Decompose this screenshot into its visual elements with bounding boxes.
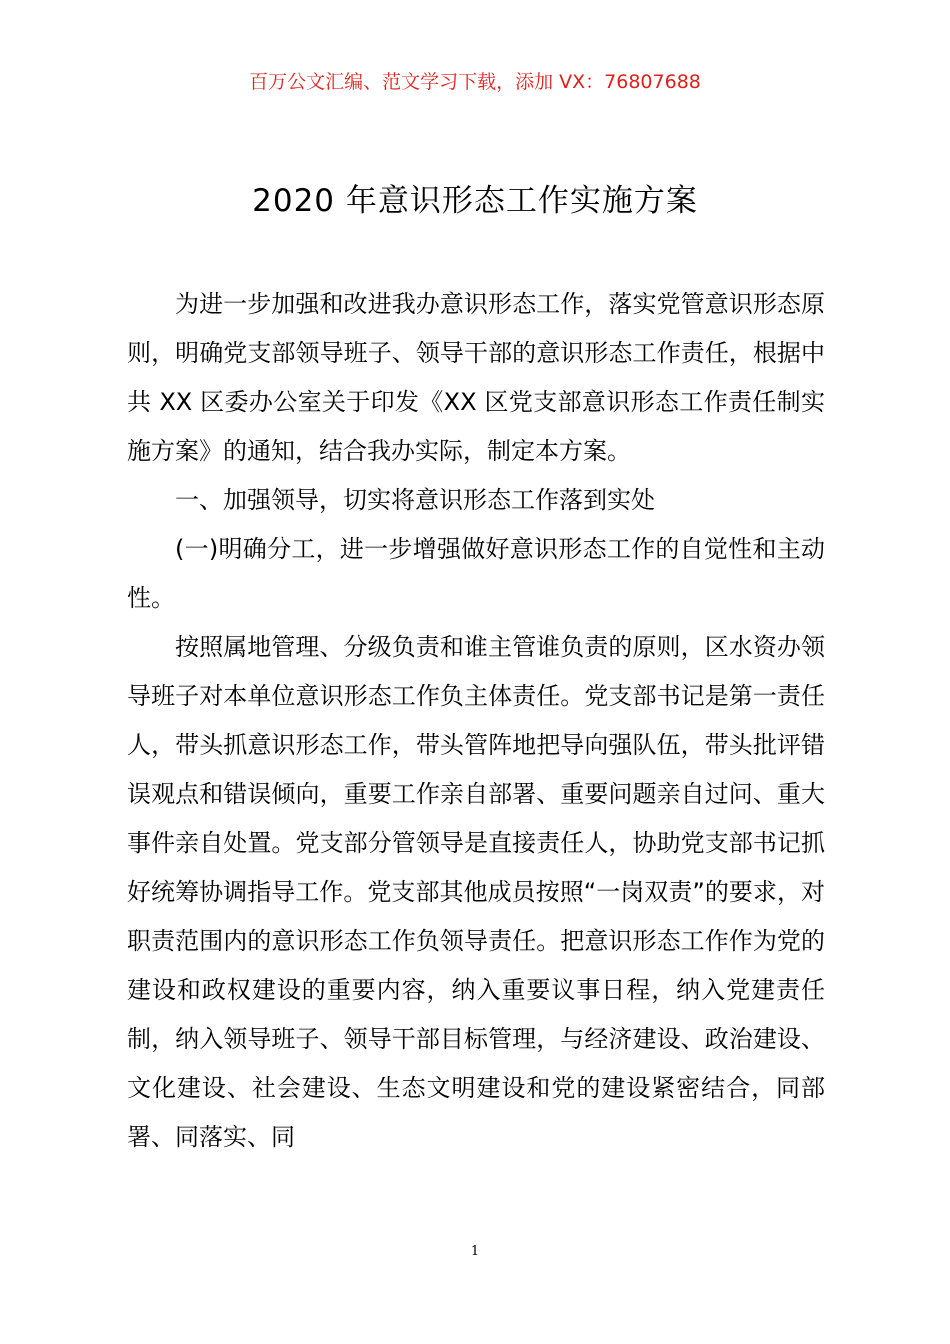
intro-paragraph: 为进一步加强和改进我办意识形态工作，落实党管意识形态原则，明确党支部领导班子、领导干部的意识形态工作责任，根据中共 XX 区委办公室关于印发《XX 区党支部意识形态工作责任制实施方案》的通知，结合我办实际，制定本方案。	[127, 290, 825, 465]
document-body	[127, 280, 825, 1162]
page-number: 1	[470, 1244, 480, 1259]
document-title: 2020 年意识形态工作实施方案	[252, 183, 698, 219]
header-promo-note: 百万公文汇编、范文学习下载，添加 VX：76807688	[249, 71, 701, 93]
body-paragraph: 按照属地管理、分级负责和谁主管谁负责的原则，区水资办领导班子对本单位意识形态工作负主体责任。党支部书记是第一责任人，带头抓意识形态工作，带头管阵地把导向强队伍，带头批评错误观点和错误倾向，重要工作亲自部署、重要问题亲自过问、重大事件亲自处置。党支部分管领导是直接责任人，协助党支部书记抓好统筹协调指导工作。党支部其他成员按照“一岗双责”的要求，对职责范围内的意识形态工作负领导责任。把意识形态工作作为党的建设和政权建设的重要内容，纳入重要议事日程，纳入党建责任制，纳入领导班子、领导干部目标管理，与经济建设、政治建设、文化建设、社会建设、生态文明建设和党的建设紧密结合，同部署、同落实、同	[127, 633, 825, 1151]
section-heading: 一、加强领导，切实将意识形态工作落到实处	[175, 486, 655, 514]
subsection-heading: (一)明确分工，进一步增强做好意识形态工作的自觉性和主动性。	[127, 535, 825, 612]
